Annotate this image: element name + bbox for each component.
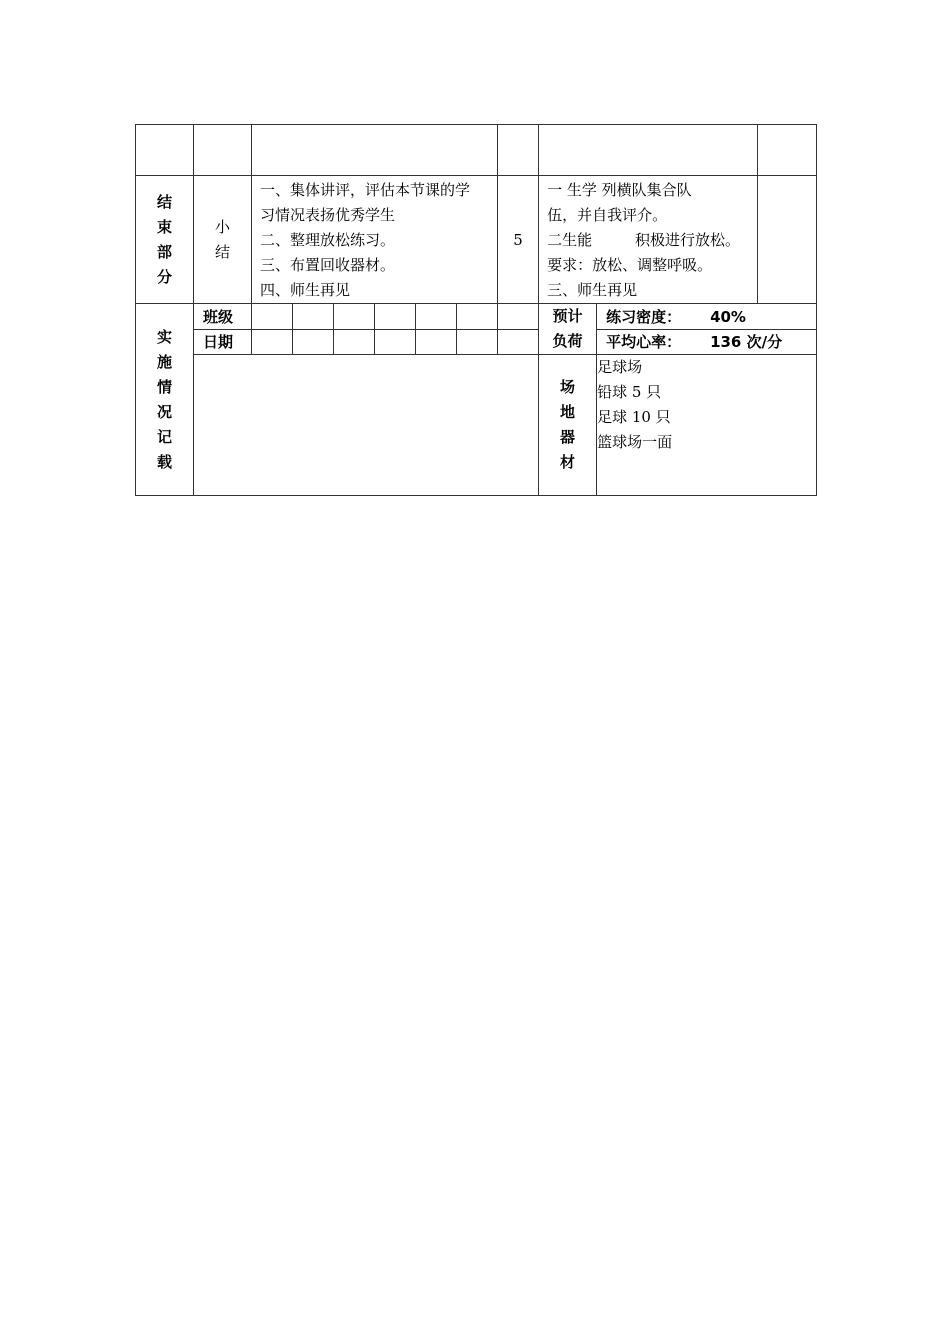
equipment-item: 足球 10 只 [597, 408, 671, 426]
date-label: 日期 [194, 329, 252, 355]
student-activity-line: 三、师生再见 [547, 281, 638, 299]
class-label: 班级 [194, 304, 252, 330]
equipment-list-cell [597, 355, 817, 496]
equipment-label-char: 场 [560, 378, 576, 396]
date-cell [498, 329, 539, 355]
teacher-activity-line: 习情况表扬优秀学生 [260, 206, 396, 224]
lesson-plan-table [135, 124, 817, 496]
equipment-label-char: 地 [560, 403, 576, 421]
date-cell [416, 329, 457, 355]
class-cell [252, 304, 293, 330]
date-cell [252, 329, 293, 355]
teacher-activity-line: 四、师生再见 [260, 281, 351, 299]
class-cell [293, 304, 334, 330]
equipment-label-cell [539, 355, 597, 496]
content-label-char: 小 [214, 217, 230, 236]
student-activity-line: 二生能 积极进行放松。 [547, 231, 740, 249]
density-value: 40% [710, 307, 746, 326]
student-activity-line: 一 生学 列横队集合队 [547, 181, 692, 199]
equipment-item: 铅球 5 只 [597, 383, 662, 401]
date-cell [457, 329, 498, 355]
time-cell [498, 176, 539, 304]
class-row [136, 304, 817, 330]
class-cell [498, 304, 539, 330]
student-activities-cell [539, 176, 758, 304]
date-cell [334, 329, 375, 355]
student-activity-line: 要求：放松、调整呼吸。 [547, 256, 713, 274]
section-label-char: 载 [156, 452, 172, 471]
empty-cell [758, 125, 817, 176]
empty-row [136, 125, 817, 176]
time-value: 5 [513, 230, 523, 249]
date-row [136, 329, 817, 355]
empty-cell [136, 125, 194, 176]
student-activity-line: 伍，并自我评介。 [547, 206, 668, 224]
section-label-char: 分 [156, 267, 172, 286]
section-label-char: 实 [156, 327, 172, 346]
empty-cell [252, 125, 498, 176]
heart-rate-label: 平均心率： [606, 333, 682, 352]
empty-cell [498, 125, 539, 176]
teacher-activity-line: 三、布置回收器材。 [260, 256, 396, 274]
load-label-cell [539, 304, 597, 355]
teacher-activities-cell [252, 176, 498, 304]
implementation-notes-cell [194, 355, 539, 496]
section-label-char: 况 [156, 402, 172, 421]
density-label: 练习密度： [606, 307, 682, 326]
implementation-section-label [136, 304, 194, 496]
density-cell [597, 304, 817, 330]
class-cell [457, 304, 498, 330]
content-label-char: 结 [214, 242, 230, 261]
section-label-char: 情 [156, 377, 172, 396]
empty-cell [758, 176, 817, 304]
equipment-item: 足球场 [597, 358, 643, 376]
section-label-char: 结 [156, 192, 172, 211]
load-label-line: 预计 [552, 307, 583, 325]
closing-section-row [136, 176, 817, 304]
section-label-char: 部 [156, 242, 172, 261]
heart-rate-cell [597, 329, 817, 355]
section-label-char: 束 [156, 217, 172, 236]
class-cell [334, 304, 375, 330]
date-cell [293, 329, 334, 355]
section-label-char: 施 [156, 352, 172, 371]
teacher-activity-line: 一、集体讲评，评估本节课的学 [260, 181, 471, 199]
empty-cell [539, 125, 758, 176]
equipment-label-char: 材 [560, 453, 576, 471]
load-label-line: 负荷 [552, 332, 583, 350]
section-label-char: 记 [156, 427, 172, 446]
equipment-item: 篮球场一面 [597, 433, 673, 451]
heart-rate-value: 136 次/分 [710, 333, 783, 352]
date-cell [375, 329, 416, 355]
empty-cell [194, 125, 252, 176]
class-cell [375, 304, 416, 330]
class-cell [416, 304, 457, 330]
teacher-activity-line: 二、整理放松练习。 [260, 231, 396, 249]
closing-section-label [136, 176, 194, 304]
equipment-label-char: 器 [560, 428, 576, 446]
equipment-row [136, 355, 817, 496]
content-label-cell [194, 176, 252, 304]
